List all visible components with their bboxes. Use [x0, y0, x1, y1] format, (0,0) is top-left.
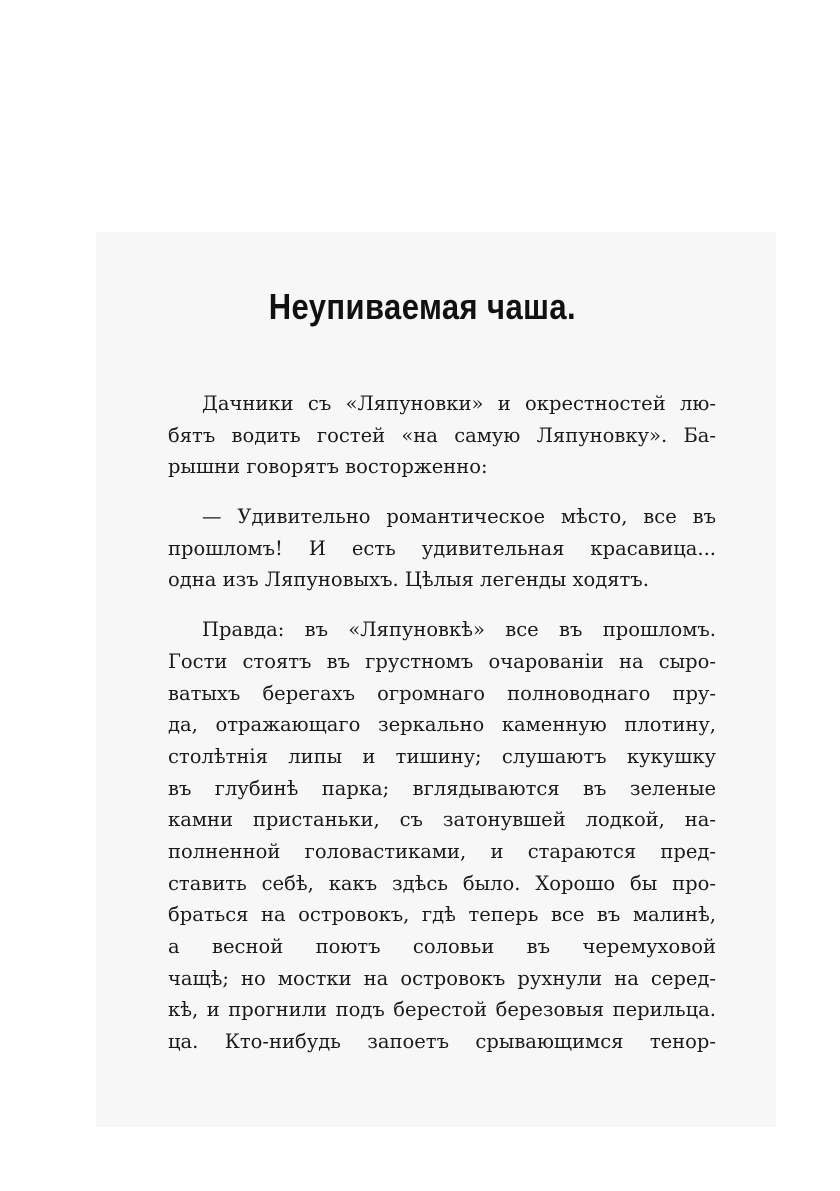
text-line: чащѣ; но мостки на островокъ рухнули на серед- — [168, 966, 716, 990]
text-line: а весной поютъ соловьи въ черемуховой — [168, 935, 716, 958]
text-line: кѣ, и прогнили подъ берестой березовыя перильца. — [168, 998, 716, 1022]
text-line: прошломъ! И есть удивительная красавица... — [168, 536, 716, 560]
text-line: полненной головастиками, и стараются пред- — [168, 839, 716, 863]
text-line: браться на островокъ, гдѣ теперь все въ малинѣ, — [168, 903, 716, 927]
text-line: Правда: въ «Ляпуновкѣ» все въ прошломъ. — [202, 618, 716, 642]
paragraph-2 — [168, 501, 716, 596]
text-line: одна изъ Ляпуновыхъ. Цѣлыя легенды ходятъ. — [168, 568, 649, 592]
text-line: ватыхъ берегахъ огромнаго полноводнаго пру- — [168, 681, 716, 705]
page-title: Неупиваемая чаша. — [268, 286, 577, 328]
body-text — [168, 388, 716, 1076]
text-line: да, отражающаго зеркально каменную плотину, — [168, 713, 716, 737]
text-line: — Удивительно романтическое мѣсто, все въ — [202, 505, 716, 529]
text-line: бятъ водить гостей «на самую Ляпуновку». Ба- — [168, 423, 716, 447]
text-line: Дачники съ «Ляпуновки» и окрестностей лю- — [202, 392, 716, 415]
text-line: столѣтнія липы и тишину; слушаютъ кукушку — [168, 744, 716, 768]
text-line: ставить себѣ, какъ здѣсь было. Хорошо бы про- — [168, 871, 716, 895]
text-line: въ глубинѣ парка; вглядываются въ зеленые — [168, 776, 716, 800]
text-line: Гости стоятъ въ грустномъ очарованіи на сыро- — [168, 649, 716, 673]
paragraph-1 — [168, 388, 716, 483]
paragraph-3 — [168, 614, 716, 1058]
text-line: ца. Кто-нибудь запоетъ срывающимся тенор- — [168, 1030, 716, 1054]
text-line: камни пристаньки, съ затонувшей лодкой, на- — [168, 808, 716, 832]
text-line: рышни говорятъ восторженно: — [168, 455, 488, 479]
